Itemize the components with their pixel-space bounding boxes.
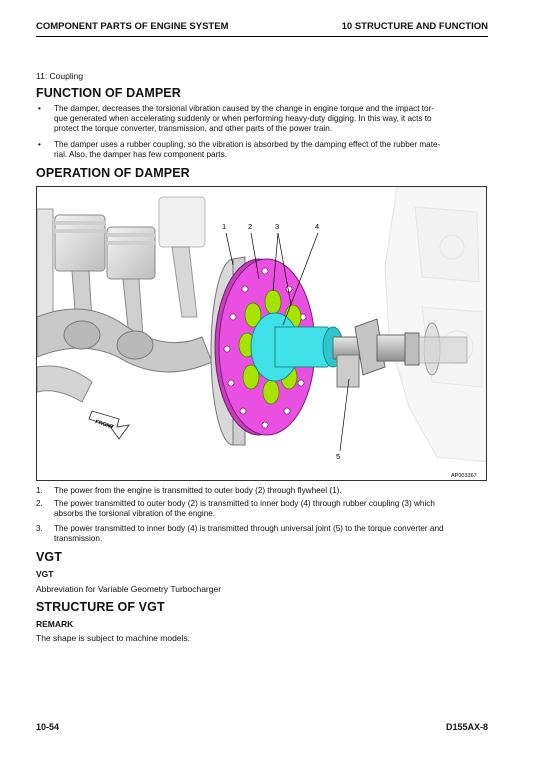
- operation-step-1: [36, 486, 488, 496]
- damper-illustration: [37, 187, 487, 481]
- callout-1: 1: [222, 222, 227, 231]
- callout-3: 3: [275, 222, 280, 231]
- callout-5: 5: [336, 452, 341, 461]
- vgt-subtitle: VGT: [36, 569, 54, 579]
- vgt-definition: Abbreviation for Variable Geometry Turbocharger: [36, 584, 222, 594]
- step-number: 3.: [36, 524, 43, 533]
- figure-code: AP003367: [451, 473, 477, 479]
- bullet-line: protect the torque converter, transmission, and other parts of the power train.: [54, 124, 333, 134]
- function-bullet-1: [36, 104, 488, 135]
- front-direction-arrow: [89, 411, 129, 439]
- vgt-title: VGT: [36, 550, 62, 564]
- page-header: [36, 21, 488, 35]
- bullet-line: rial. Also, the damper has few component parts.: [54, 150, 227, 160]
- step-line: The power transmitted to inner body (4) is transmitted through universal joint (5) to the torque converter and: [54, 524, 444, 533]
- callout-4: 4: [315, 222, 320, 231]
- bullet-line: The damper, decreases the torsional vibration caused by the change in engine torque and the impact tor-: [54, 104, 435, 113]
- model-code: D155AX-8: [445, 722, 488, 732]
- step-line: The power transmitted to outer body (2) is transmitted to inner body (4) through rubber coupling (3) which: [54, 499, 435, 508]
- operation-step-2: [36, 499, 488, 519]
- operation-step-3: [36, 524, 488, 544]
- remark-text: The shape is subject to machine models.: [36, 633, 191, 643]
- header-right: 10 STRUCTURE AND FUNCTION: [341, 21, 488, 32]
- bullet-line: que generated when accelerating suddenly or when performing heavy-duty digging. In this way, it acts to: [54, 114, 432, 124]
- piston-assembly: [37, 197, 212, 402]
- engine-block-ghost: [385, 187, 487, 462]
- function-title: FUNCTION OF DAMPER: [36, 86, 181, 100]
- bullet-dot: •: [38, 104, 41, 113]
- step-line: The power from the engine is transmitted to outer body (2) through flywheel (1).: [54, 486, 342, 495]
- section-label: 11: Coupling: [36, 71, 84, 81]
- header-left: COMPONENT PARTS OF ENGINE SYSTEM: [36, 21, 229, 32]
- step-number: 1.: [36, 486, 43, 495]
- header-rule: [36, 36, 488, 37]
- damper-figure: [36, 186, 487, 481]
- front-label: FRONT: [94, 419, 115, 431]
- bullet-dot: •: [38, 140, 41, 149]
- operation-title: OPERATION OF DAMPER: [36, 166, 190, 180]
- step-line: absorbs the torsional vibration of the engine.: [54, 509, 216, 519]
- page-number: 10-54: [36, 722, 60, 732]
- bullet-line: The damper uses a rubber coupling, so the vibration is absorbed by the damping effect of the rubber mate-: [54, 140, 441, 149]
- remark-label: REMARK: [36, 619, 74, 629]
- function-bullet-2: [36, 140, 488, 160]
- step-line: transmission.: [54, 534, 103, 544]
- callout-2: 2: [248, 222, 253, 231]
- structure-title: STRUCTURE OF VGT: [36, 600, 165, 614]
- step-number: 2.: [36, 499, 43, 508]
